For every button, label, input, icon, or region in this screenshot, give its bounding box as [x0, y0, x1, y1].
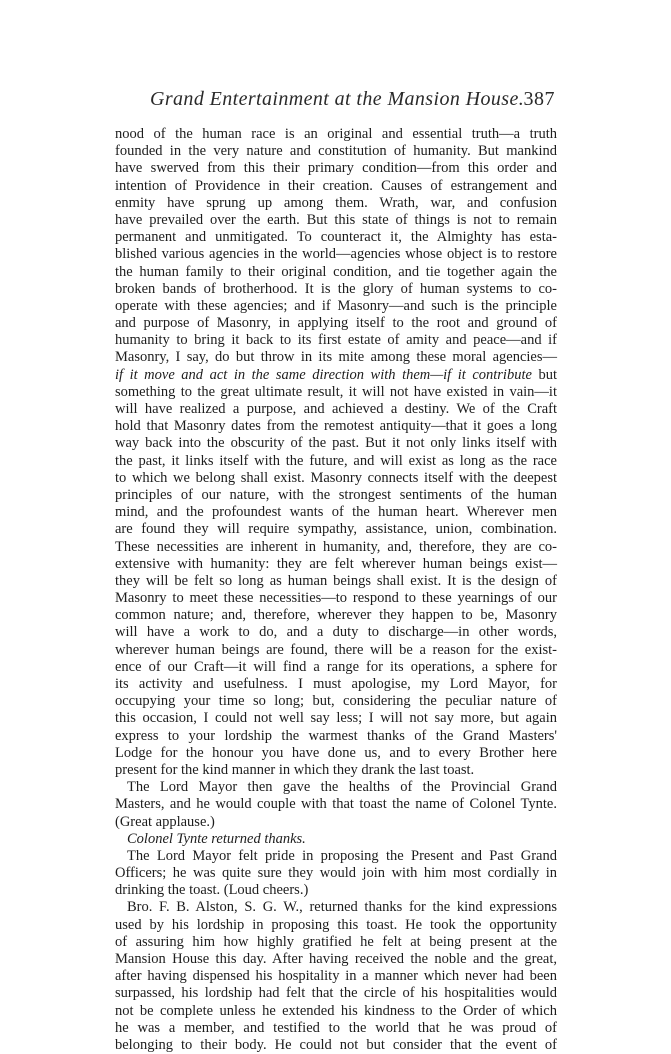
text-line: humanity to bring it back to its first estate of amity and peace—and if — [115, 332, 557, 349]
text-line: express to your lordship the warmest thanks of the Grand Masters' — [115, 727, 557, 744]
text-line: to which we belong shall exist. Masonry connects itself with the deepest — [115, 469, 557, 486]
running-title: Grand Entertainment at the Mansion House. — [150, 88, 525, 110]
text-line: the human family to their original condition, and tie together again the — [115, 263, 557, 280]
body-text — [115, 126, 557, 1054]
text-line: (Great applause.) — [115, 813, 215, 830]
text-line: founded in the very nature and constitution of humanity. But mankind — [115, 143, 557, 160]
text-line: principles of our nature, with the strongest sentiments of the human — [115, 486, 557, 503]
text-line: the past, it links itself with the future, and will exist as long as the race — [115, 452, 557, 469]
text-line: will have realized a purpose, and achieved a destiny. We of the Craft — [115, 401, 557, 417]
text-line: something to the great ultimate result, it will not have existed in vain—it — [115, 383, 557, 400]
text-line: have swerved from this their primary condition—from this order and — [115, 160, 557, 177]
text-line: The Lord Mayor felt pride in proposing the Present and Past Grand — [127, 847, 557, 864]
text-line: will have a work to do, and a duty to discharge—in other words, — [115, 624, 557, 641]
text-line: These necessities are inherent in humanity, and, therefore, they are co- — [115, 538, 557, 555]
text-line: Lodge for the honour you have done us, and to every Brother here — [115, 744, 557, 761]
text-line: present for the kind manner in which they drank the last toast. — [115, 761, 475, 778]
text-line: way back into the obscurity of the past. But it not only links itself with — [115, 435, 557, 452]
page-number: 387 — [523, 88, 555, 110]
text-line: common nature; and, therefore, wherever they happen to be, Masonry — [115, 607, 557, 624]
text-line: Mansion House this day. After having received the noble and the great, — [115, 951, 557, 967]
text-line: permanent and unmitigated. To counteract it, the Almighty has esta- — [115, 229, 557, 246]
text-line: he was a member, and testified to the world that he was proud of — [115, 1019, 557, 1036]
text-line: have prevailed over the earth. But this state of things is not to remain — [115, 211, 557, 228]
text-line: after having dispensed his hospitality in a manner which never had been — [115, 968, 557, 985]
text-line: used by his lordship in proposing this toast. He took the opportunity — [115, 916, 557, 933]
text-line: ence of our Craft—it will find a range for its operations, a sphere for — [115, 658, 557, 675]
text-line: and purpose of Masonry, in applying itself to the root and ground of — [115, 315, 557, 332]
text-line: broken bands of brotherhood. It is the glory of human systems to co- — [115, 280, 557, 297]
text-line: operate with these agencies; and if Masonry—and such is the principle — [115, 297, 557, 314]
text-line: mind, and the profoundest wants of the human heart. Wherever men — [115, 504, 557, 521]
text-line: intention of Providence in their creation. Causes of estrangement and — [115, 177, 557, 194]
text-line: are found they will require sympathy, assistance, union, combination. — [115, 521, 557, 538]
plain-text: but — [531, 366, 557, 383]
text-line: The Lord Mayor then gave the healths of the Provincial Grand — [127, 779, 557, 796]
text-line — [115, 367, 557, 384]
text-line: occupying your time so long; but, considering the peculiar nature of — [115, 693, 557, 710]
text-line: Officers; he was quite sure they would join with him most cordially in — [115, 865, 557, 882]
text-line: wherever human beings are found, there will be a reason for the exist- — [115, 641, 557, 658]
running-head — [150, 86, 555, 112]
text-line: they will be felt so long as human beings shall exist. It is the design of — [115, 572, 557, 589]
text-line: Masters, and he would couple with that toast the name of Colonel Tynte. — [115, 796, 557, 813]
text-line: this occasion, I could not well say less; I will not say more, but again — [115, 710, 557, 727]
text-line: not be complete unless he extended his kindness to the Order of which — [115, 1002, 557, 1019]
text-line: enmity have sprung up among them. Wrath, war, and confusion — [115, 194, 557, 211]
text-line: belonging to their body. He could not but consider that the event of — [115, 1036, 557, 1053]
text-line: extensive with humanity: they are felt wherever human beings exist— — [115, 555, 557, 572]
text-line: Masonry, I say, do but throw in its mite among these moral agencies— — [115, 349, 557, 366]
text-line: nood of the human race is an original and essential truth—a truth — [115, 126, 557, 142]
text-line: of assuring him how highly gratified he felt at being present at the — [115, 933, 557, 950]
text-line: Masonry to meet these necessities—to respond to these yearnings of our — [115, 590, 557, 607]
emphasis-text: if it move and act in the same direction with them—if it contribute — [115, 366, 532, 383]
text-line: its activity and usefulness. I must apologise, my Lord Mayor, for — [115, 676, 557, 692]
text-line: drinking the toast. (Loud cheers.) — [115, 882, 309, 899]
text-line: blished various agencies in the world—agencies whose object is to restore — [115, 246, 557, 263]
text-line: Bro. F. B. Alston, S. G. W., returned thanks for the kind expressions — [127, 899, 557, 916]
text-line: hold that Masonry dates from the remotest antiquity—that it goes a long — [115, 418, 557, 435]
text-line: Colonel Tynte returned thanks. — [127, 830, 306, 847]
text-line: surpassed, his lordship had felt that the circle of his hospitalities would — [115, 985, 557, 1002]
